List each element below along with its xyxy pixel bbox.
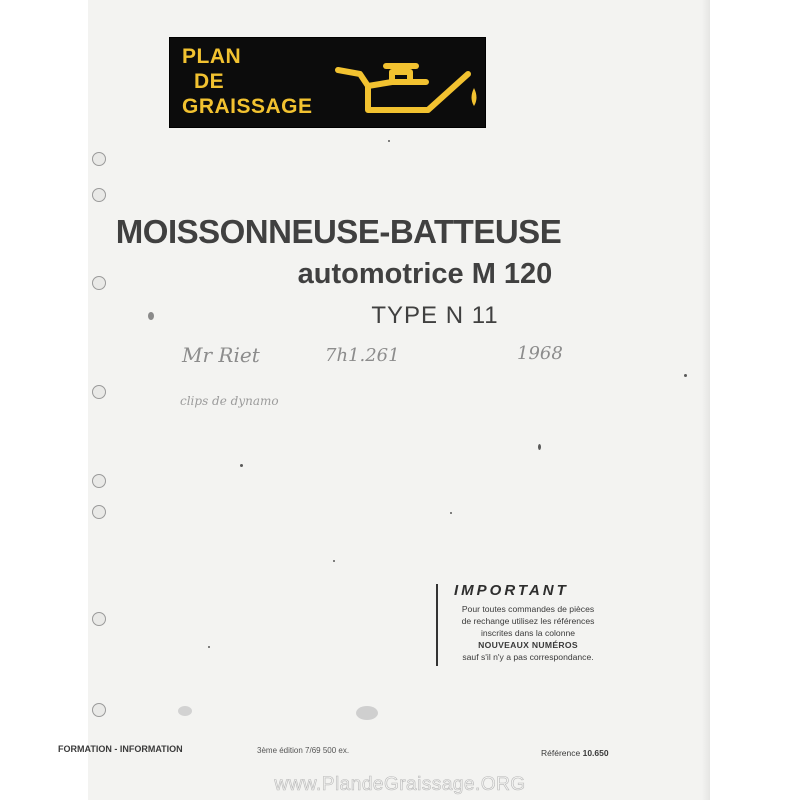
- binder-hole: [92, 474, 106, 488]
- handwritten-note: Mr Riet: [182, 343, 260, 367]
- scan-speck: [208, 646, 210, 648]
- scan-speck: [240, 464, 243, 467]
- notice-line: de rechange utilisez les références: [461, 616, 595, 626]
- notice-line: inscrites dans la colonne: [480, 628, 576, 638]
- handwritten-year: 1968: [517, 343, 563, 364]
- scan-smudge: [178, 706, 192, 716]
- binder-hole: [92, 188, 106, 202]
- footer-edition: 3ème édition 7/69 500 ex.: [257, 746, 350, 755]
- plan-de-graissage-banner: [169, 37, 486, 128]
- scan-speck: [333, 560, 335, 562]
- page-edge-shadow: [702, 0, 710, 800]
- document-title: MOISSONNEUSE-BATTEUSE: [115, 213, 562, 250]
- watermark: www.PlandeGraissage.ORG: [274, 774, 526, 795]
- reference-label: Référence: [541, 748, 581, 758]
- scan-speck: [538, 444, 541, 450]
- binder-hole: [92, 385, 106, 399]
- footer-formation: FORMATION - INFORMATION: [58, 744, 183, 754]
- notice-line: Pour toutes commandes de pièces: [461, 604, 595, 614]
- binder-hole: [92, 612, 106, 626]
- handwritten-note: clips de dynamo: [180, 394, 279, 408]
- banner-line-plan: PLAN: [182, 45, 242, 68]
- notice-line: sauf s'il n'y a pas correspondance.: [462, 652, 594, 662]
- reference-number: 10.650: [582, 748, 609, 758]
- binder-hole: [92, 703, 106, 717]
- banner-line-de: DE: [194, 70, 225, 93]
- scan-speck: [684, 374, 687, 377]
- handwritten-note: 7h1.261: [325, 345, 400, 366]
- notice-bar: [436, 584, 438, 666]
- scan-smudge: [356, 706, 378, 720]
- banner-line-graissage: GRAISSAGE: [182, 95, 313, 118]
- binder-hole: [92, 152, 106, 166]
- machine-type: TYPE N 11: [371, 302, 499, 329]
- document-subtitle: automotrice M 120: [297, 258, 553, 290]
- scan-speck: [388, 140, 390, 142]
- oil-can-icon: [330, 52, 482, 122]
- notice-line-bold: NOUVEAUX NUMÉROS: [478, 640, 578, 650]
- binder-hole: [92, 505, 106, 519]
- footer-reference: [541, 748, 609, 758]
- notice-title: IMPORTANT: [454, 582, 569, 599]
- scan-speck: [450, 512, 452, 514]
